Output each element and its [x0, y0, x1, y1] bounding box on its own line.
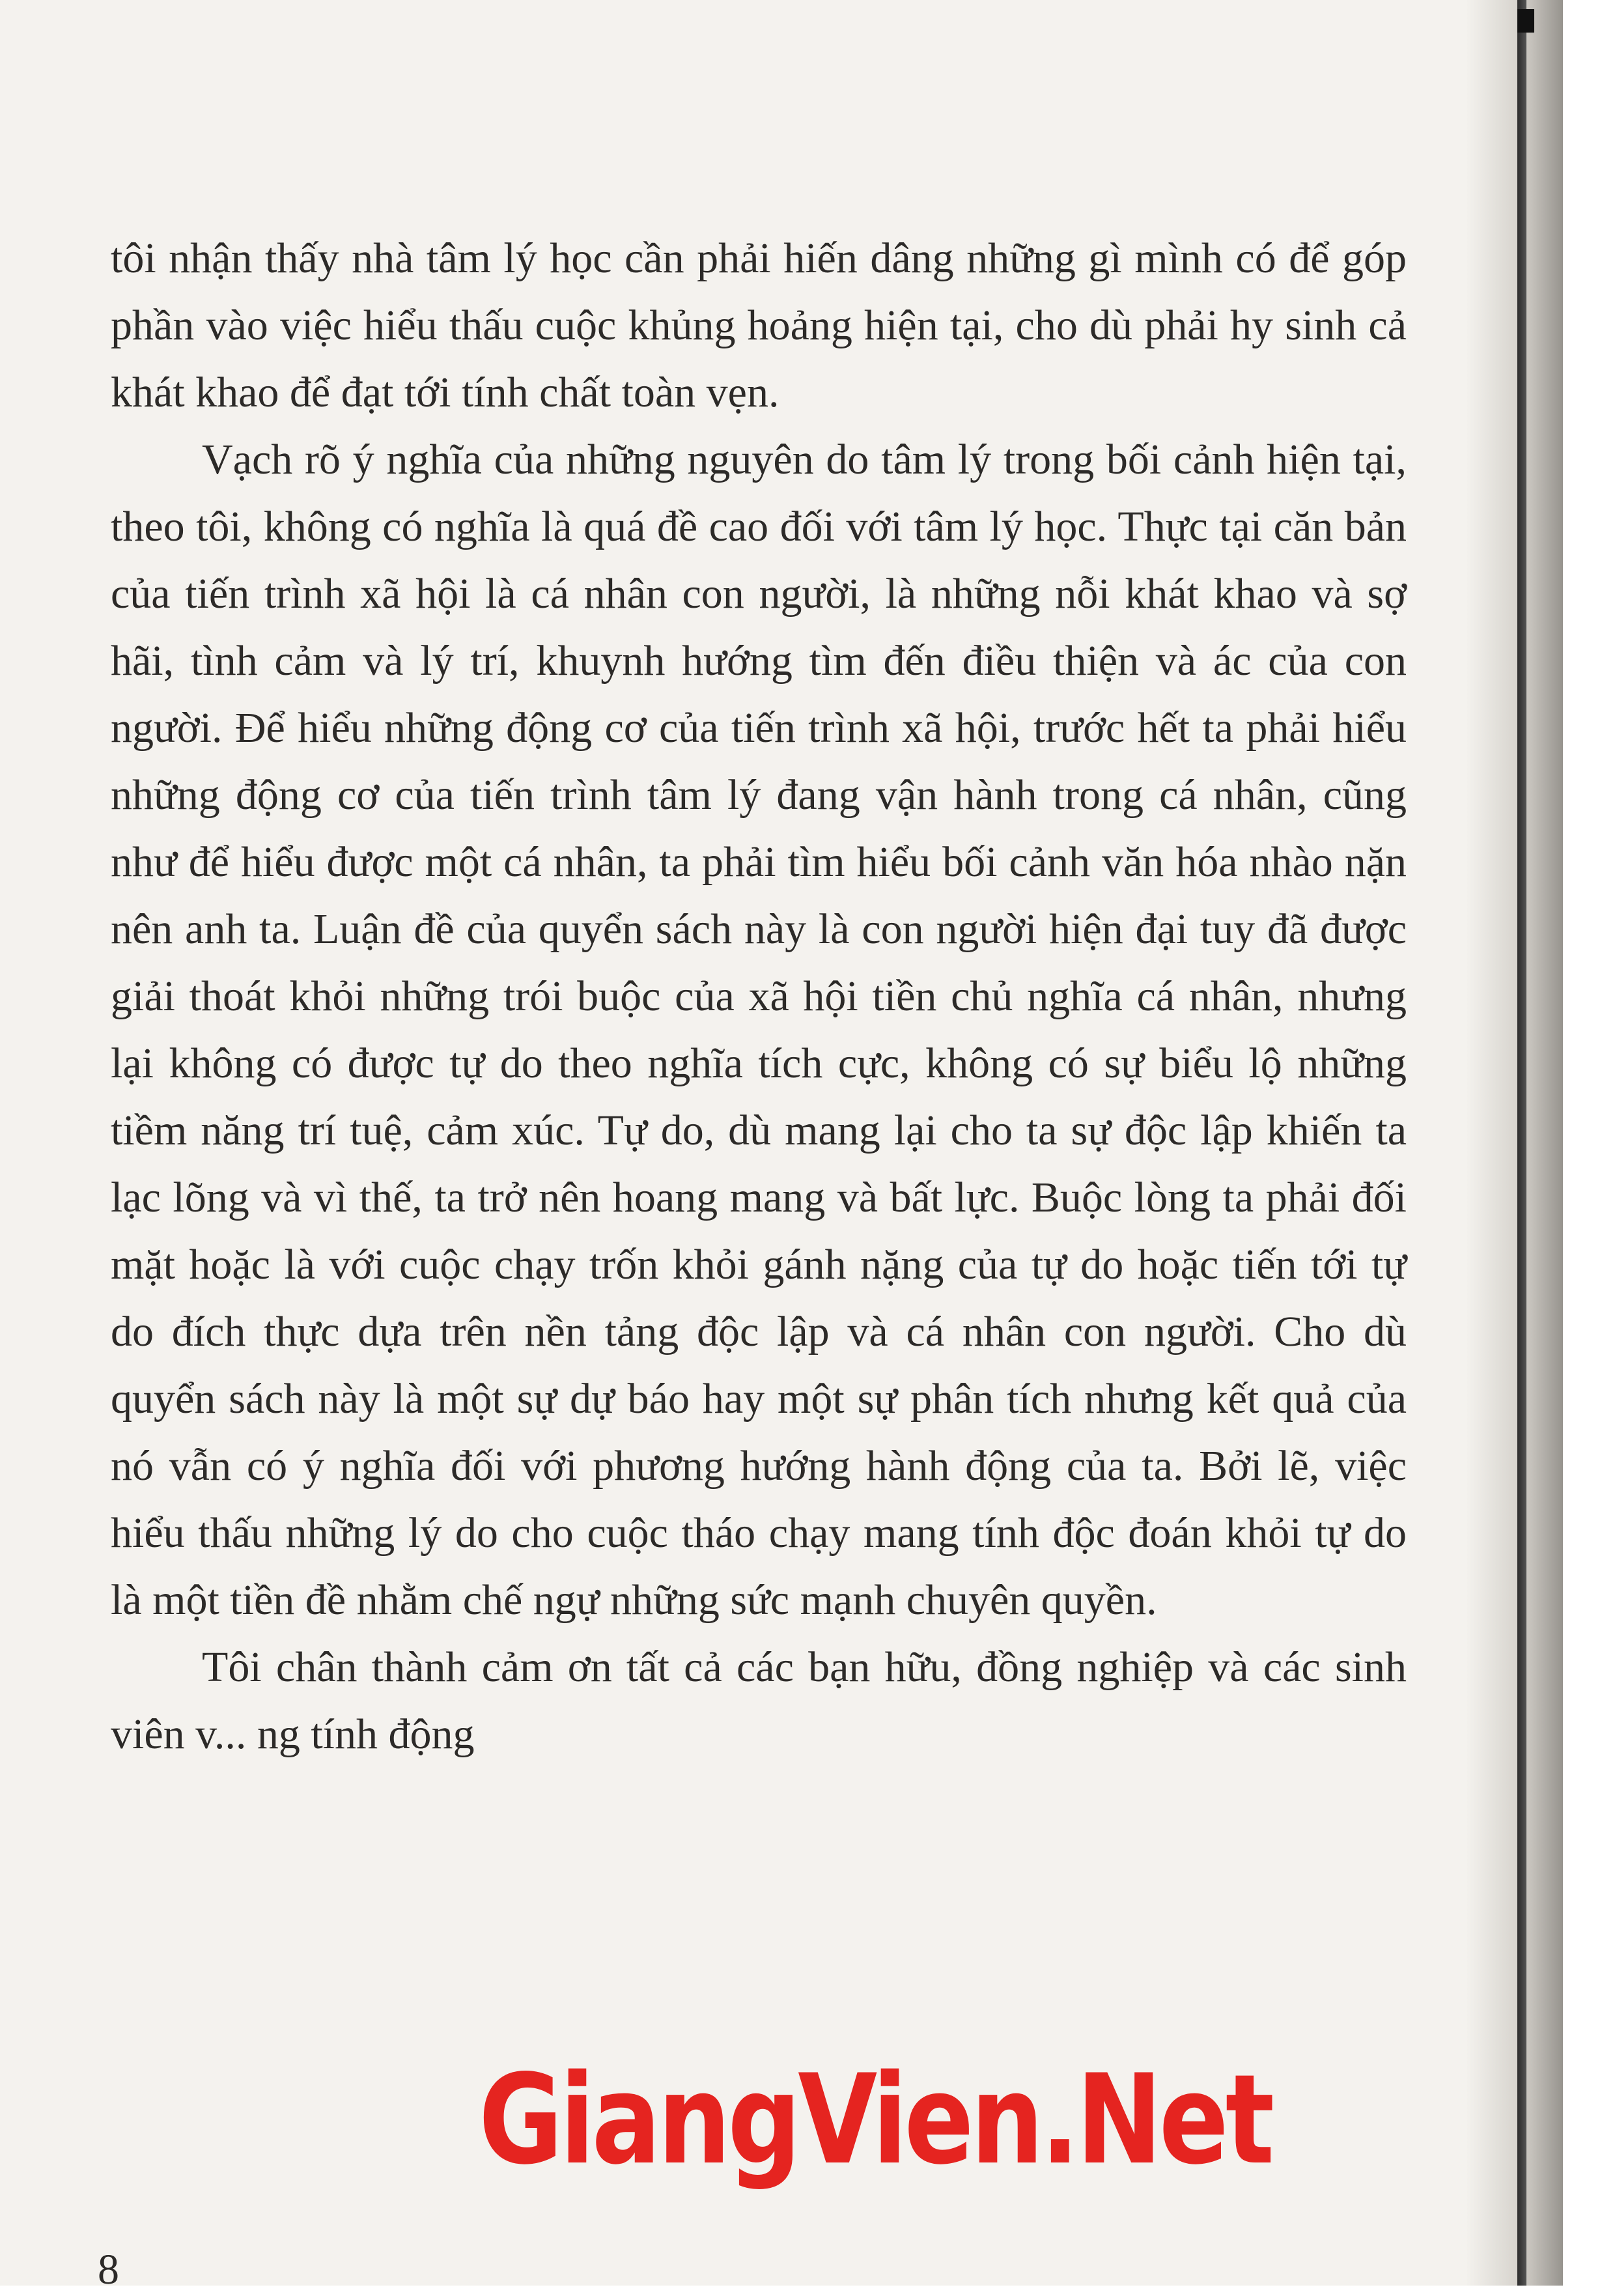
spine-shadow — [1465, 0, 1563, 2286]
book-spine-edge — [1517, 0, 1526, 2286]
body-text — [111, 225, 1407, 1768]
page-number: 8 — [98, 2246, 119, 2293]
spine-mark — [1517, 9, 1534, 33]
paragraph-2: Vạch rõ ý nghĩa của những nguyên do tâm lý trong bối cảnh hiện tại, theo tôi, không có nghĩa là quá đề cao đối với tâm lý học. Thực tại căn bản của tiến trình xã hội là cá nhân con người, là những nỗi khát khao và sợ hãi, tình cảm và lý trí, khuynh hướng tìm đến điều thiện và ác của con người. Để hiểu những động cơ của tiến trình xã hội, trước hết ta phải hiểu những động cơ của tiến trình tâm lý đang vận hành trong cá nhân, cũng như để hiểu được một cá nhân, ta phải tìm hiểu bối cảnh văn hóa nhào nặn nên anh ta. Luận đề của quyển sách này là con người hiện đại tuy đã được giải thoát khỏi những trói buộc của xã hội tiền chủ nghĩa cá nhân, nhưng lại không có được tự do theo nghĩa tích cực, không có sự biểu lộ những tiềm năng trí tuệ, cảm xúc. Tự do, dù mang lại cho ta sự độc lập khiến ta lạc lõng và vì thế, ta trở nên hoang mang và bất lực. Buộc lòng ta phải đối mặt hoặc là với cuộc chạy trốn khỏi gánh nặng của tự do hoặc tiến tới tự do đích thực dựa trên nền tảng độc lập và cá nhân con người. Cho dù quyển sách này là một sự dự báo hay một sự phân tích nhưng kết quả của nó vẫn có ý nghĩa đối với phương hướng hành động của ta. Bởi lẽ, việc hiểu thấu những lý do cho cuộc tháo chạy mang tính độc đoán khỏi tự do là một tiền đề nhằm chế ngự những sức mạnh chuyên quyền. — [111, 436, 1407, 1624]
paragraph-3: Tôi chân thành cảm ơn tất cả các bạn hữu, đồng nghiệp và các sinh viên v... ng tính động — [111, 1643, 1407, 1758]
paragraph-1: tôi nhận thấy nhà tâm lý học cần phải hiến dâng những gì mình có để góp phần vào việc hiểu thấu cuộc khủng hoảng hiện tại, cho dù phải hy sinh cả khát khao để đạt tới tính chất toàn vẹn. — [111, 234, 1407, 416]
watermark-logo: GiangVien.Net — [479, 2048, 1272, 2192]
